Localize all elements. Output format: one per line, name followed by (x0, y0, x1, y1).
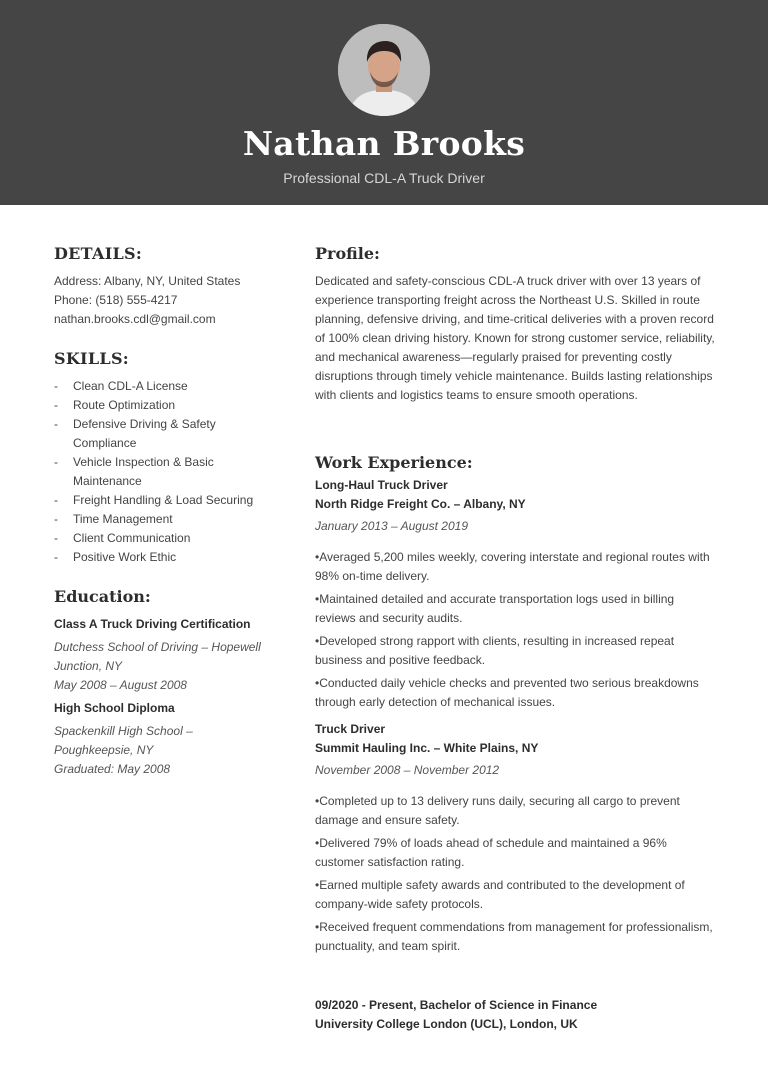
resume-header (0, 0, 768, 205)
job-entry (315, 476, 715, 712)
education-entry (54, 699, 269, 779)
education-school: Spackenkill High School – Poughkeepsie, NY (54, 724, 193, 757)
skill-item: - Positive Work Ethic (54, 550, 177, 564)
email-text: nathan.brooks.cdl@gmail.com (54, 312, 216, 326)
job-role: Truck Driver (315, 722, 386, 736)
candidate-title: Professional CDL-A Truck Driver (283, 170, 485, 186)
job-dates: January 2013 – August 2019 (315, 519, 469, 533)
work-heading: Work Experience: (315, 453, 473, 472)
person-photo-icon (338, 24, 430, 116)
education-degree: Class A Truck Driving Certification (54, 617, 251, 631)
profile-heading: Profile: (315, 244, 380, 263)
skill-item: - Time Management (54, 512, 173, 526)
job-company: North Ridge Freight Co. – Albany, NY (315, 497, 526, 511)
work-section (315, 453, 715, 956)
address-text: Address: Albany, NY, United States (54, 274, 241, 288)
skill-item: - Clean CDL-A License (54, 379, 188, 393)
job-bullet: •Earned multiple safety awards and contributed to the development of company-wide safety protocols. (315, 878, 685, 911)
job-bullet: •Completed up to 13 delivery runs daily, securing all cargo to prevent damage and ensure safety. (315, 794, 680, 827)
skills-section (54, 349, 269, 567)
education-dates: May 2008 – August 2008 (54, 678, 187, 692)
profile-text: Dedicated and safety-conscious CDL-A truck driver with over 13 years of experience transporting freight across the Northeast U.S. Skilled in route planning, defensive driving, and time-critical deliveries with a proven record of 100% clean driving history. Known for strong customer service, reliability, and mechanical awareness—regularly praised for preventing costly disruptions through timely vehicle maintenance. Builds lasting relationships with clients and logistics teams to ensure smooth operations. (315, 274, 715, 402)
phone-text: Phone: (518) 555-4217 (54, 293, 178, 307)
job-dates: November 2008 – November 2012 (315, 763, 500, 777)
left-column (54, 244, 269, 779)
additional-education-line: 09/2020 - Present, Bachelor of Science in Finance (315, 998, 598, 1012)
job-bullet: •Conducted daily vehicle checks and prevented two serious breakdowns through early detection of mechanical issues. (315, 676, 699, 709)
education-dates: Graduated: May 2008 (54, 762, 171, 776)
job-bullet: •Delivered 79% of loads ahead of schedule and maintained a 96% customer satisfaction rating. (315, 836, 667, 869)
job-bullet: •Maintained detailed and accurate transportation logs used in billing reviews and security audits. (315, 592, 675, 625)
additional-education-line: University College London (UCL), London, UK (315, 1017, 578, 1031)
skills-heading: SKILLS: (54, 349, 130, 368)
profile-section (315, 244, 715, 405)
details-heading: DETAILS: (54, 244, 143, 263)
education-entry (54, 615, 269, 695)
candidate-name: Nathan Brooks (242, 124, 526, 163)
education-degree: High School Diploma (54, 701, 175, 715)
skill-item: - Route Optimization (54, 398, 176, 412)
education-heading: Education: (54, 587, 151, 606)
job-bullet: •Developed strong rapport with clients, resulting in increased repeat business and positive feedback. (315, 634, 675, 667)
skill-item: - Defensive Driving & Safety Compliance (54, 417, 216, 450)
job-role: Long-Haul Truck Driver (315, 478, 448, 492)
job-bullet: •Averaged 5,200 miles weekly, covering interstate and regional routes with 98% on-time delivery. (315, 550, 710, 583)
right-column (315, 244, 715, 1034)
skill-item: - Vehicle Inspection & Basic Maintenance (54, 455, 214, 488)
skill-item: - Freight Handling & Load Securing (54, 493, 254, 507)
education-section (54, 587, 269, 779)
job-company: Summit Hauling Inc. – White Plains, NY (315, 741, 539, 755)
education-school: Dutchess School of Driving – Hopewell Junction, NY (54, 640, 261, 673)
details-section (54, 244, 269, 329)
profile-photo (338, 24, 430, 116)
skills-list (54, 377, 269, 567)
additional-education (315, 996, 715, 1034)
job-bullet: •Received frequent commendations from management for professionalism, punctuality, and team spirit. (315, 920, 713, 953)
skill-item: - Client Communication (54, 531, 191, 545)
job-entry (315, 720, 715, 956)
